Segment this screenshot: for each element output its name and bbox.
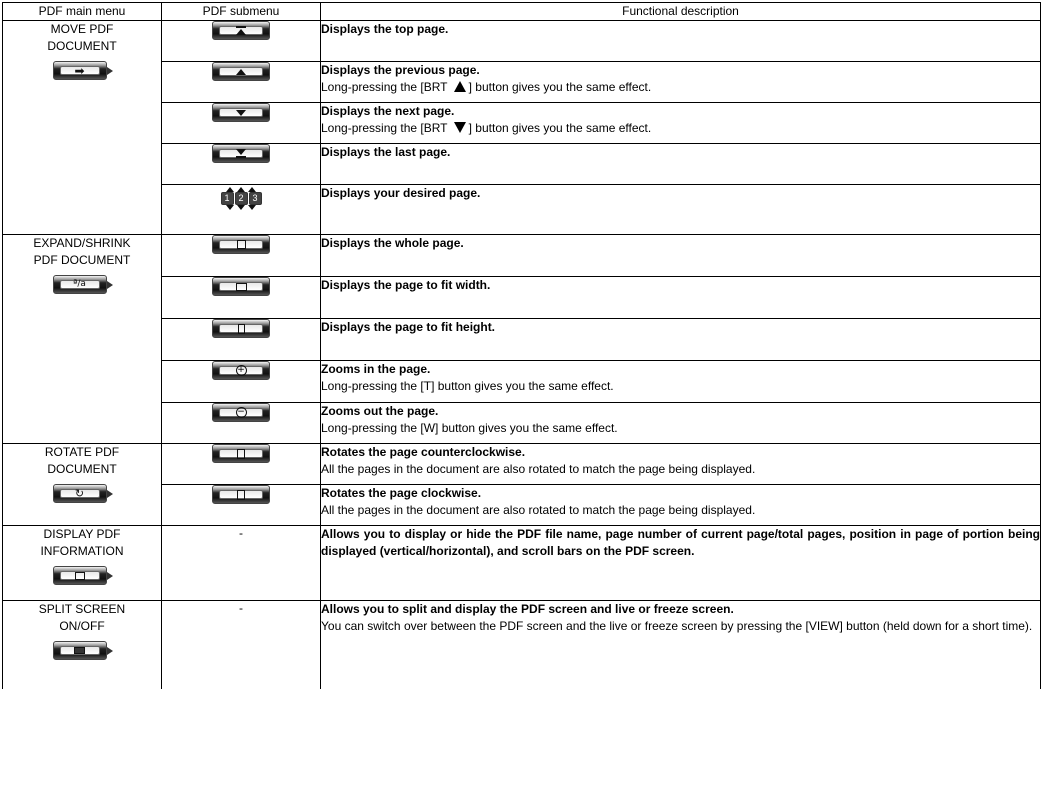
submenu-cell xyxy=(162,277,321,319)
main-menu-expand-shrink xyxy=(3,235,162,444)
submenu-cell xyxy=(162,144,321,185)
main-menu-label: EXPAND/SHRINK xyxy=(33,236,131,250)
main-menu-rotate xyxy=(3,444,162,526)
submenu-cell xyxy=(162,21,321,62)
submenu-cell xyxy=(162,319,321,361)
description-title: Displays the previous page. xyxy=(321,63,480,77)
description-cell xyxy=(321,144,1041,185)
submenu-cell xyxy=(162,235,321,277)
rotate-ccw-icon[interactable] xyxy=(212,444,270,463)
page-select-icon[interactable]: 1 2 3 xyxy=(221,187,262,210)
table-row xyxy=(3,526,1041,601)
submenu-cell xyxy=(162,103,321,144)
rotate-cw-icon[interactable] xyxy=(212,485,270,504)
header-description: Functional description xyxy=(321,3,1041,21)
description-title: Displays the page to fit height. xyxy=(321,320,496,334)
main-menu-label: PDF DOCUMENT xyxy=(33,253,131,267)
table-row xyxy=(3,235,1041,277)
main-menu-label: MOVE PDF xyxy=(50,22,114,36)
header-submenu: PDF submenu xyxy=(162,3,321,21)
description-cell xyxy=(321,62,1041,103)
pdf-menu-table xyxy=(2,2,1041,689)
submenu-dash: - xyxy=(162,601,321,689)
main-menu-label: DOCUMENT xyxy=(47,39,117,53)
main-menu-label: ROTATE PDF xyxy=(44,445,120,459)
table-row xyxy=(3,444,1041,485)
triangle-up-icon xyxy=(454,81,466,92)
description-detail: All the pages in the document are also rotated to match the page being displayed. xyxy=(321,503,756,517)
main-menu-display-info xyxy=(3,526,162,601)
description-cell xyxy=(321,361,1041,403)
description-detail: Long-pressing the [T] button gives you the same effect. xyxy=(321,379,614,393)
description-title: Displays the next page. xyxy=(321,104,455,118)
description-cell xyxy=(321,21,1041,62)
top-page-icon[interactable] xyxy=(212,21,270,40)
description-cell xyxy=(321,319,1041,361)
previous-page-icon[interactable] xyxy=(212,62,270,81)
description-title: Displays your desired page. xyxy=(321,186,481,200)
last-page-icon[interactable] xyxy=(212,144,270,163)
description-cell xyxy=(321,185,1041,235)
main-menu-split-screen xyxy=(3,601,162,689)
fit-height-icon[interactable] xyxy=(212,319,270,338)
description-title: Displays the page to fit width. xyxy=(321,278,491,292)
description-title: Allows you to display or hide the PDF file name, page number of current page/total pages, position in page of portion being displayed (vertical/horizontal), and scroll bars on the PDF screen. xyxy=(321,527,1040,558)
header-main-menu: PDF main menu xyxy=(3,3,162,21)
split-screen-icon[interactable] xyxy=(53,641,107,660)
description-cell xyxy=(321,403,1041,444)
description-cell xyxy=(321,235,1041,277)
main-menu-label: INFORMATION xyxy=(40,544,124,558)
zoom-in-icon[interactable]: + xyxy=(212,361,270,380)
whole-page-icon[interactable] xyxy=(212,235,270,254)
info-display-icon[interactable] xyxy=(53,566,107,585)
description-detail: Long-pressing the [BRT ] button gives you the same effect. xyxy=(321,80,652,94)
main-menu-label: DISPLAY PDF xyxy=(43,527,121,541)
main-menu-move xyxy=(3,21,162,235)
description-title: Displays the top page. xyxy=(321,22,449,36)
triangle-down-icon xyxy=(454,122,466,133)
rotate-icon[interactable]: ↻ xyxy=(53,484,107,503)
main-menu-label: ON/OFF xyxy=(59,619,105,633)
main-menu-label: DOCUMENT xyxy=(47,462,117,476)
description-detail: You can switch over between the PDF screen and the live or freeze screen by pressing the [VIEW] button (held down for a short time). xyxy=(321,619,1033,633)
description-cell xyxy=(321,485,1041,526)
description-cell xyxy=(321,601,1041,689)
zoom-toggle-icon[interactable]: ª/a xyxy=(53,275,107,294)
fit-width-icon[interactable] xyxy=(212,277,270,296)
submenu-cell xyxy=(162,62,321,103)
description-title: Rotates the page counterclockwise. xyxy=(321,445,526,459)
description-cell xyxy=(321,277,1041,319)
next-page-icon[interactable] xyxy=(212,103,270,122)
description-cell xyxy=(321,444,1041,485)
header-row xyxy=(3,3,1041,21)
arrow-right-icon[interactable]: ➡ xyxy=(53,61,107,80)
description-title: Allows you to split and display the PDF screen and live or freeze screen. xyxy=(321,602,734,616)
description-detail: Long-pressing the [BRT ] button gives you the same effect. xyxy=(321,121,652,135)
description-detail: Long-pressing the [W] button gives you the same effect. xyxy=(321,421,618,435)
description-cell xyxy=(321,526,1041,601)
description-cell xyxy=(321,103,1041,144)
table-row xyxy=(3,601,1041,689)
main-menu-label: SPLIT SCREEN xyxy=(38,602,126,616)
description-title: Rotates the page clockwise. xyxy=(321,486,482,500)
description-title: Displays the whole page. xyxy=(321,236,464,250)
description-detail: All the pages in the document are also rotated to match the page being displayed. xyxy=(321,462,756,476)
submenu-cell xyxy=(162,485,321,526)
zoom-out-icon[interactable]: − xyxy=(212,403,270,422)
submenu-cell xyxy=(162,444,321,485)
table-row xyxy=(3,21,1041,62)
submenu-dash: - xyxy=(162,526,321,601)
description-title: Zooms in the page. xyxy=(321,362,431,376)
description-title: Displays the last page. xyxy=(321,145,451,159)
description-title: Zooms out the page. xyxy=(321,404,439,418)
submenu-cell xyxy=(162,403,321,444)
submenu-cell xyxy=(162,361,321,403)
submenu-cell xyxy=(162,185,321,235)
